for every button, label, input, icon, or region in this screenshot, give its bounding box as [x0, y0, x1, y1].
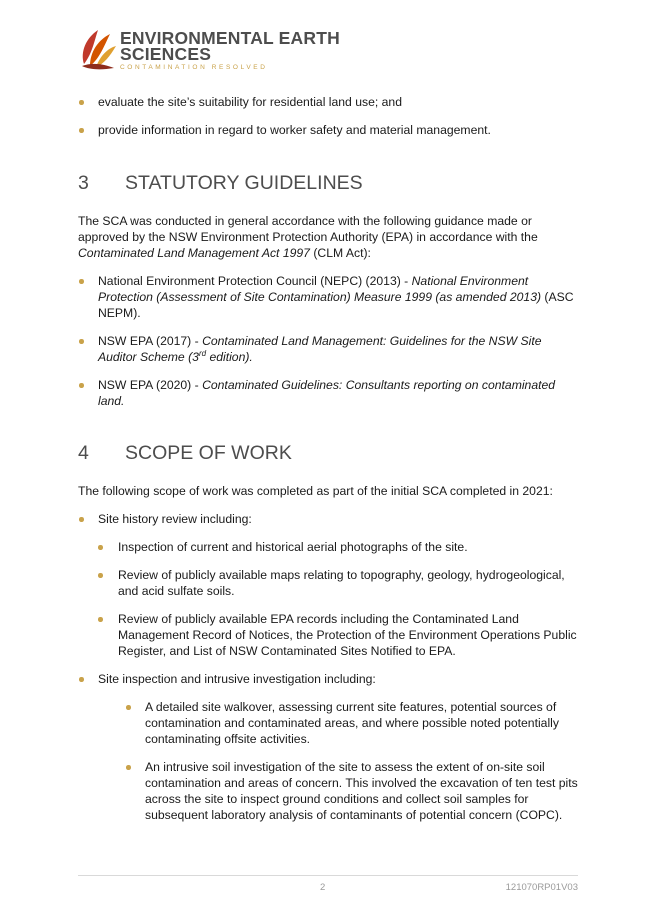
section-number: 3 [78, 172, 89, 194]
section-4-heading [78, 441, 578, 465]
page-content [78, 92, 578, 823]
list-item: Review of publicly available maps relating to topography, geology, hydrogeological, and acid sulfate soils. [78, 567, 578, 599]
list-item-text: evaluate the site’s suitability for residential land use; and [98, 95, 402, 109]
section-number: 4 [78, 442, 89, 464]
bullet-icon [98, 545, 103, 550]
list-item: Review of publicly available EPA records including the Contaminated Land Management Record of Notices, the Protection of the Environment Operations Public Register, and List of NSW Contaminated Sites Notified to EPA. [78, 611, 578, 659]
logo-tagline: CONTAMINATION RESOLVED [120, 64, 268, 71]
section-title: STATUTORY GUIDELINES [125, 172, 363, 194]
bullet-icon [98, 617, 103, 622]
bullet-icon [79, 517, 84, 522]
bullet-icon [126, 705, 131, 710]
section-3-intro: The SCA was conducted in general accordance with the following guidance made or approved by the NSW Environment Protection Authority (EPA) in accordance with the Contaminated Land Management Act 1997 (CLM Act): [78, 214, 538, 260]
list-item: Site history review including: [78, 511, 578, 527]
list-item: An intrusive soil investigation of the site to assess the extent of on-site soil contamination and areas of concern. This involved the excavation of ten test pits across the site to inspect ground conditions and collect soil samples for subsequent laboratory analysis of contaminants of potential concern (COPC). [78, 759, 578, 823]
bullet-icon [126, 765, 131, 770]
footer-divider [78, 875, 578, 876]
bullet-icon [79, 677, 84, 682]
list-item [78, 122, 578, 138]
page-number: 2 [320, 882, 326, 893]
intro-bullet-list [78, 94, 578, 138]
bullet-icon [98, 573, 103, 578]
list-item: National Environment Protection Council (NEPC) (2013) - National Environment Protection (Assessment of Site Contamination) Measure 1999 (as amended 2013) (ASC NEPM). [78, 273, 578, 321]
scope-list [78, 511, 578, 823]
list-item: A detailed site walkover, assessing current site features, potential sources of contamination and contaminated areas, and where possible noted potentially contaminating offsite activities. [78, 699, 578, 747]
bullet-icon [79, 279, 84, 284]
section-3-heading [78, 171, 578, 195]
list-item [78, 94, 578, 110]
logo-line-1: ENVIRONMENTAL EARTH [120, 28, 340, 48]
list-item: Inspection of current and historical aerial photographs of the site. [78, 539, 578, 555]
document-reference: 121070RP01V03 [505, 882, 578, 893]
list-item: NSW EPA (2020) - Contaminated Guidelines: Consultants reporting on contaminated land. [78, 377, 578, 409]
company-logo [78, 24, 340, 71]
bullet-icon [79, 100, 84, 105]
leaf-logo-icon [78, 24, 118, 70]
guideline-list [78, 273, 578, 409]
section-4-intro: The following scope of work was completed as part of the initial SCA completed in 2021: [78, 484, 553, 498]
list-item-text: provide information in regard to worker safety and material management. [98, 123, 491, 137]
logo-line-2: SCIENCES [120, 44, 212, 64]
bullet-icon [79, 383, 84, 388]
list-item: Site inspection and intrusive investigation including: [78, 671, 578, 687]
list-item: NSW EPA (2017) - Contaminated Land Management: Guidelines for the NSW Site Auditor Scheme (3rd edition). [78, 333, 578, 365]
bullet-icon [79, 128, 84, 133]
bullet-icon [79, 339, 84, 344]
section-title: SCOPE OF WORK [125, 442, 292, 464]
